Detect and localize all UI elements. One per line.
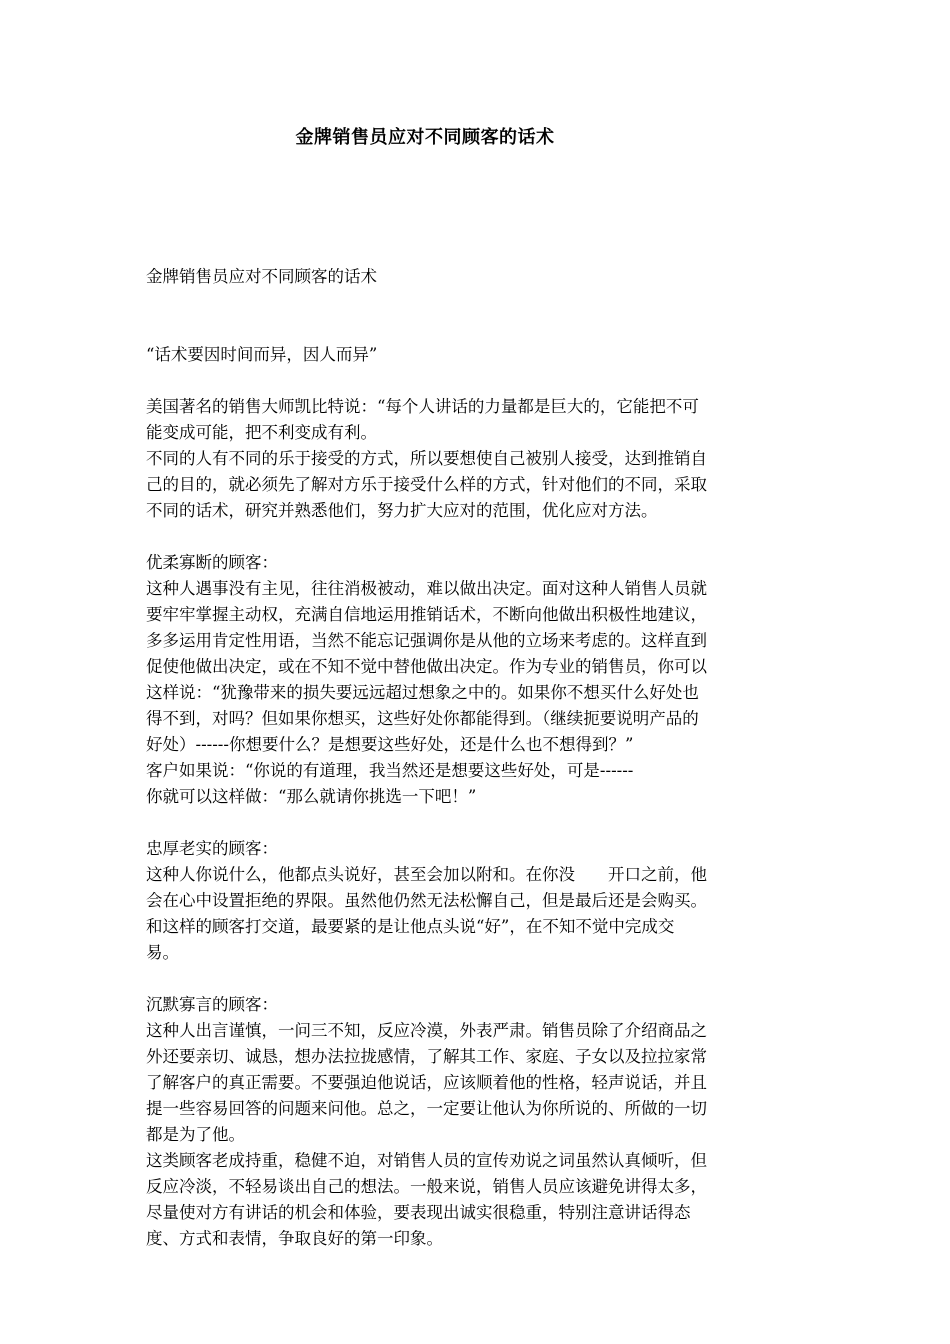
section-line: 都是为了他。 bbox=[146, 1125, 245, 1144]
document-body bbox=[146, 264, 798, 1252]
paragraph-gap bbox=[146, 810, 798, 836]
section-line: 促使他做出决定，或在不知不觉中替他做出决定。作为专业的销售员，你可以 bbox=[146, 657, 707, 676]
section-line: 你就可以这样做：“那么就请你挑选一下吧！” bbox=[146, 787, 477, 806]
section-line: 度、方式和表情，争取良好的第一印象。 bbox=[146, 1229, 443, 1248]
paragraph-gap bbox=[146, 524, 798, 550]
intro-line: 能变成可能，把不利变成有利。 bbox=[146, 423, 377, 442]
section-line: 这种人遇事没有主见，往往消极被动，难以做出决定。面对这种人销售人员就 bbox=[146, 579, 707, 598]
section-line: 了解客户的真正需要。不要强迫他说话，应该顺着他的性格，轻声说话，并且 bbox=[146, 1073, 707, 1092]
intro-line: 不同的话术，研究并熟悉他们，努力扩大应对的范围，优化应对方法。 bbox=[146, 501, 658, 520]
section-line: 提一些容易回答的问题来问他。总之，一定要让他认为你所说的、所做的一切 bbox=[146, 1099, 707, 1118]
section-heading: 忠厚老实的顾客： bbox=[146, 839, 278, 858]
section-heading: 沉默寡言的顾客： bbox=[146, 995, 278, 1014]
section-line: 这种人你说什么，他都点头说好，甚至会加以附和。在你没 开口之前，他 bbox=[146, 865, 707, 884]
section-line: 要牢牢掌握主动权，充满自信地运用推销话术，不断向他做出积极性地建议， bbox=[146, 605, 707, 624]
paragraph-gap bbox=[146, 966, 798, 992]
intro-line: 己的目的，就必须先了解对方乐于接受什么样的方式，针对他们的不同，采取 bbox=[146, 475, 707, 494]
section-heading: 优柔寡断的顾客： bbox=[146, 553, 278, 572]
intro-line: 美国著名的销售大师凯比特说：“每个人讲话的力量都是巨大的，它能把不可 bbox=[146, 397, 699, 416]
section-line: 和这样的顾客打交道，最要紧的是让他点头说“好”，在不知不觉中完成交 bbox=[146, 917, 675, 936]
section-line: 这种人出言谨慎，一问三不知，反应冷漠，外表严肃。销售员除了介绍商品之 bbox=[146, 1021, 707, 1040]
paragraph-gap bbox=[146, 368, 798, 394]
quote-line: “话术要因时间而异，因人而异” bbox=[146, 345, 378, 364]
section-line: 反应冷淡，不轻易谈出自己的想法。一般来说，销售人员应该避免讲得太多， bbox=[146, 1177, 707, 1196]
document-title: 金牌销售员应对不同顾客的话术 bbox=[295, 127, 555, 148]
section-line: 客户如果说：“你说的有道理，我当然还是想要这些好处，可是------ bbox=[146, 761, 634, 780]
paragraph-gap bbox=[146, 290, 798, 342]
intro-line: 不同的人有不同的乐于接受的方式，所以要想使自己被别人接受，达到推销自 bbox=[146, 449, 707, 468]
document-subtitle: 金牌销售员应对不同顾客的话术 bbox=[146, 267, 377, 286]
section-line: 好处）------你想要什么？是想要这些好处，还是什么也不想得到？” bbox=[146, 735, 634, 754]
section-line: 得不到，对吗？但如果你想买，这些好处你都能得到。（继续扼要说明产品的 bbox=[146, 709, 699, 728]
section-line: 会在心中设置拒绝的界限。虽然他仍然无法松懈自己，但是最后还是会购买。 bbox=[146, 891, 707, 910]
section-line: 多多运用肯定性用语，当然不能忘记强调你是从他的立场来考虑的。这样直到 bbox=[146, 631, 707, 650]
section-line: 这类顾客老成持重，稳健不迫，对销售人员的宣传劝说之词虽然认真倾听，但 bbox=[146, 1151, 707, 1170]
section-line: 外还要亲切、诚恳，想办法拉拢感情，了解其工作、家庭、子女以及拉拉家常 bbox=[146, 1047, 707, 1066]
section-line: 尽量使对方有讲话的机会和体验，要表现出诚实很稳重，特别注意讲话得态 bbox=[146, 1203, 691, 1222]
section-line: 易。 bbox=[146, 943, 179, 962]
section-line: 这样说：“犹豫带来的损失要远远超过想象之中的。如果你不想买什么好处也 bbox=[146, 683, 699, 702]
